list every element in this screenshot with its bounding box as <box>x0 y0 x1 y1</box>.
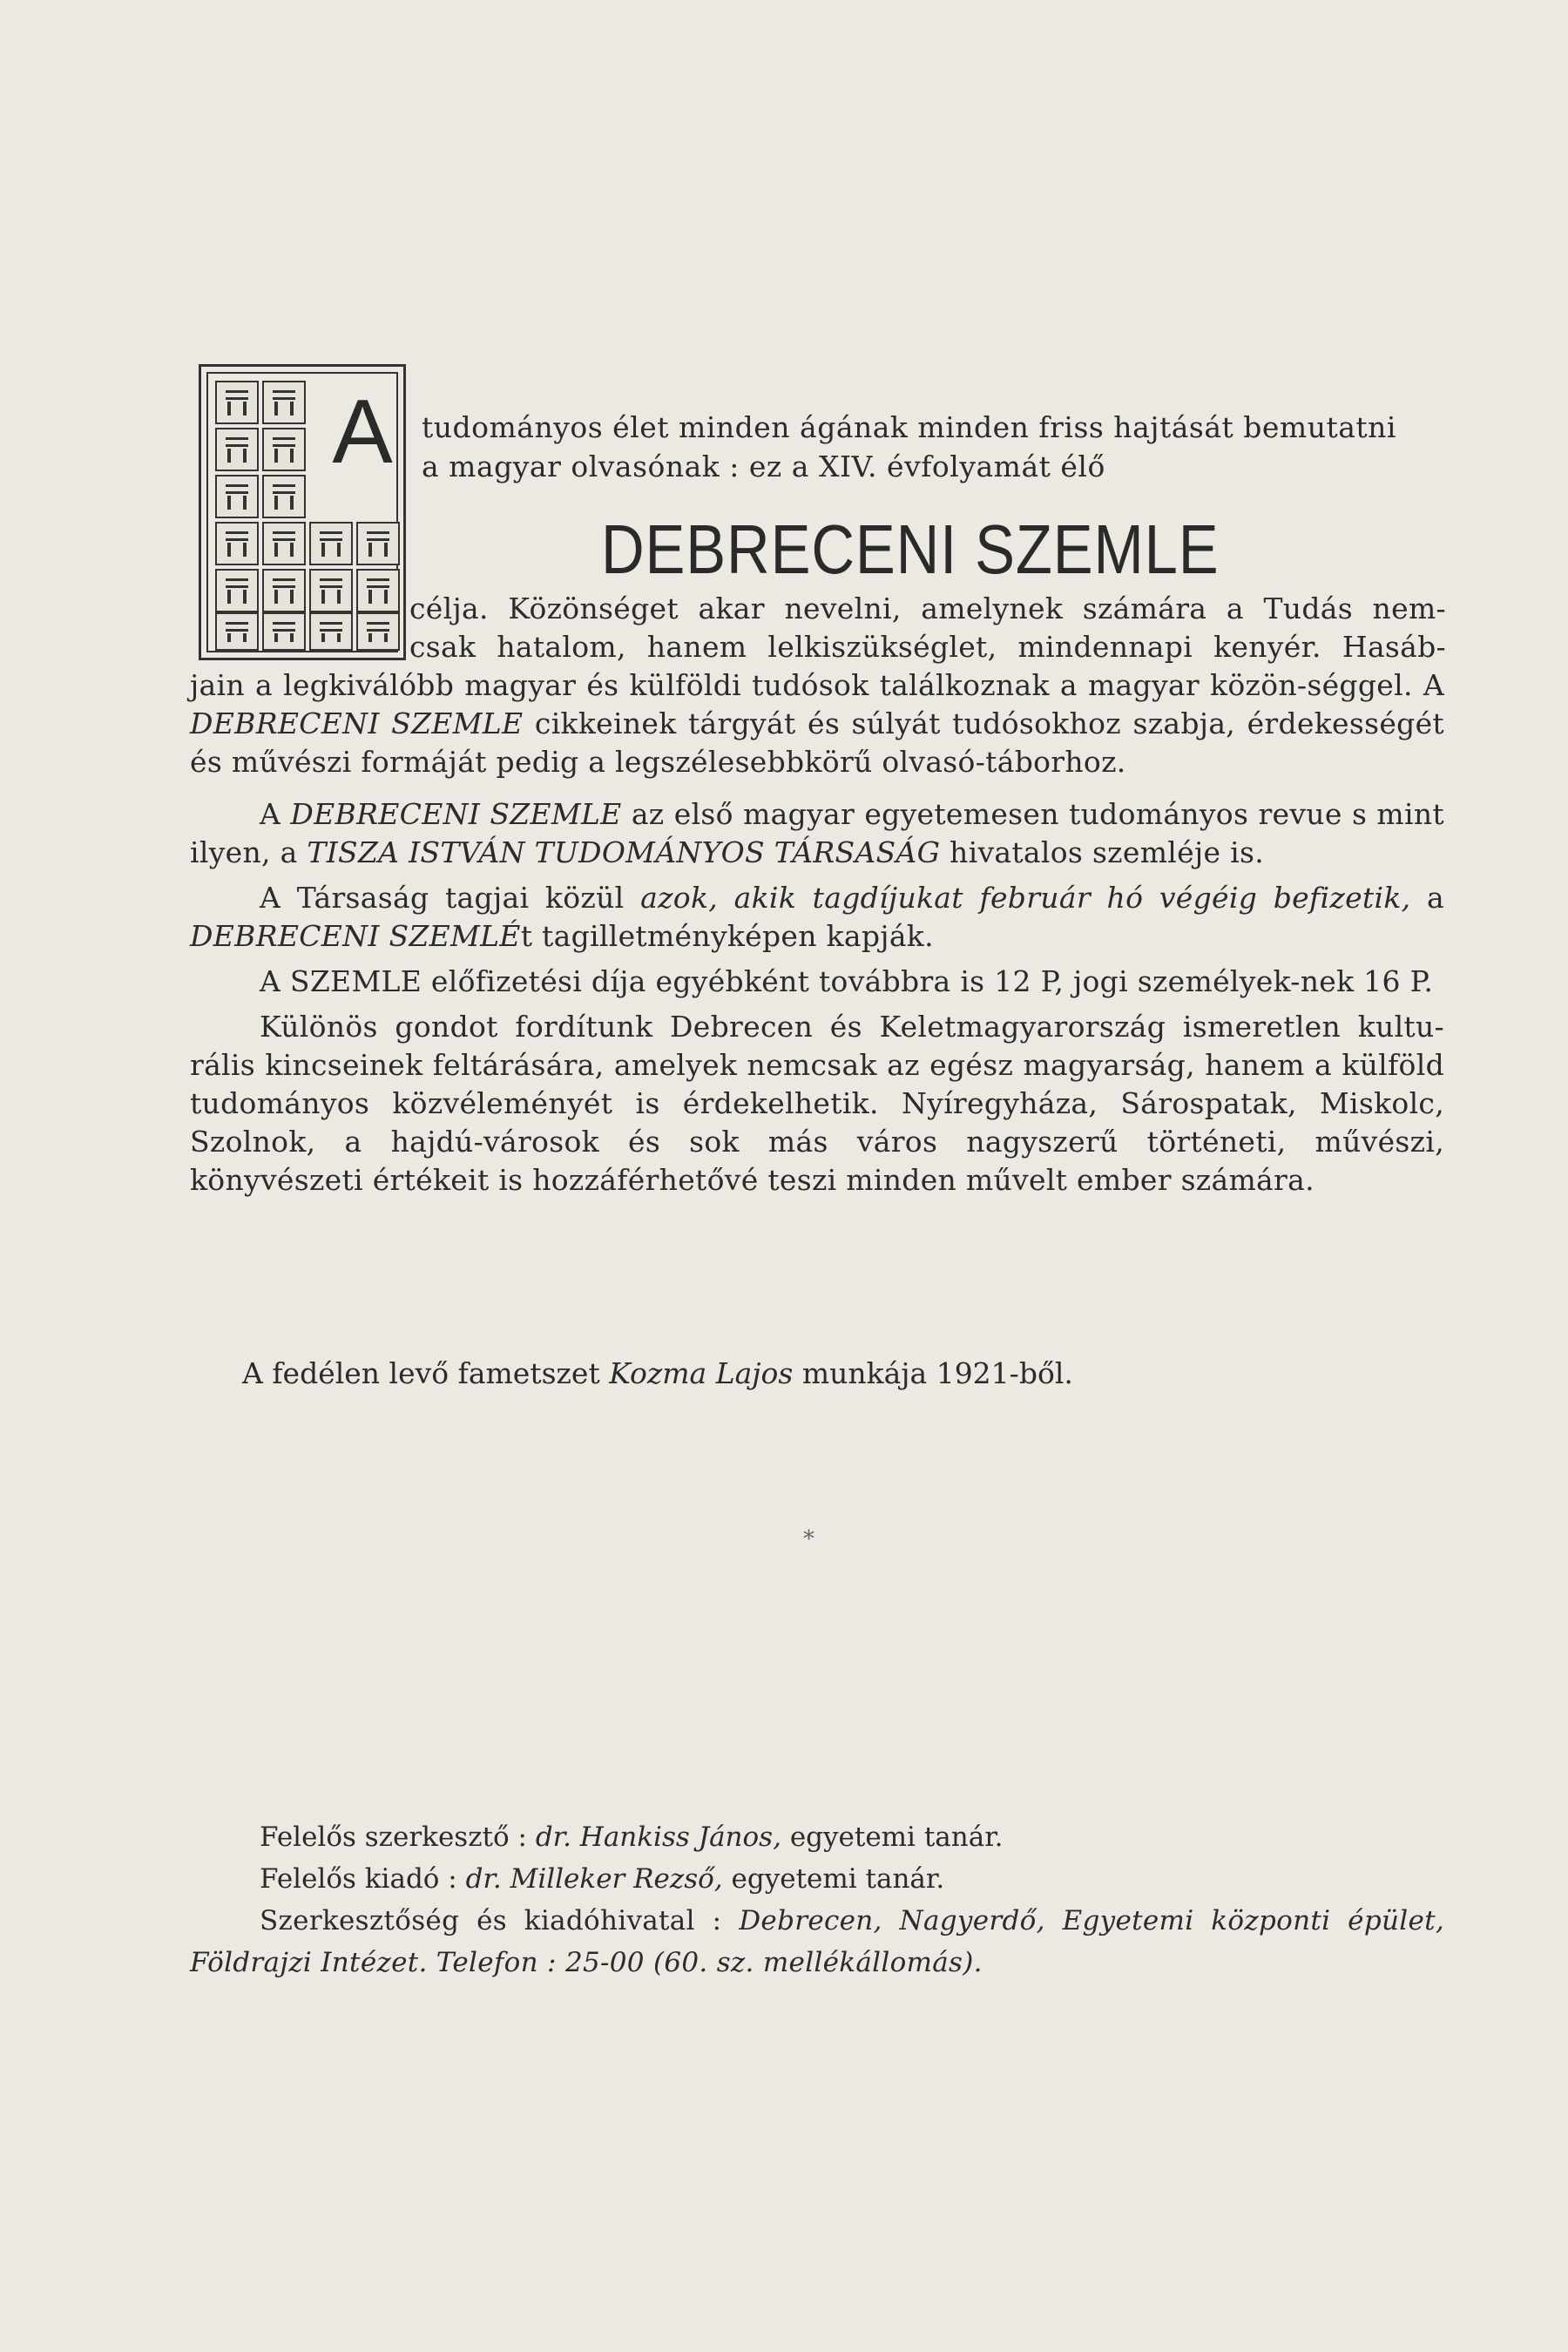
wrapped-lines <box>409 590 1446 666</box>
initial-letter: A <box>332 382 393 483</box>
ornament-icon <box>262 522 306 565</box>
paragraph-3 <box>190 879 1444 956</box>
credit-text-a: A fedélen levő fametszet <box>242 1356 600 1390</box>
editor-label: Felelős szerkesztő : <box>260 1821 527 1853</box>
society-name-italic: TISZA ISTVÁN TUDOMÁNYOS TÁRSASÁG <box>307 835 941 869</box>
imprint <box>190 1816 1444 1984</box>
journal-name-italic: DEBRECENI SZEMLÉ <box>190 919 521 953</box>
paragraph-5: Különös gondot fordítunk Debrecen és Keletmagyarország ismeretlen kultu-rális kincseinek feltárására, amelyek nemcsak az egész magyarság, hanem a külföld tudományos közvéleményét is érdekelhetik. Nyíregyháza, Sárospatak, Miskolc, Szolnok, a hajdú-városok és sok más város nagyszerű történeti, művészi, könyvészeti értékeit is hozzáférhetővé teszi minden művelt ember számára. <box>190 1010 1444 1197</box>
ornament-icon <box>215 612 259 651</box>
ornament-icon <box>215 569 259 612</box>
para2-text-b: az első magyar egyetemesen tudományos revue s mint ilyen, a <box>190 797 1444 869</box>
paragraph-4: A SZEMLE előfizetési díja egyébként továbbra is 12 P, jogi személyek-nek 16 P. <box>260 964 1434 998</box>
ornament-icon <box>356 569 400 612</box>
para3-text-b: a <box>1427 881 1445 915</box>
para2-text-c: hivatalos szemléje is. <box>950 835 1264 869</box>
editor-name: dr. Hankiss János, <box>535 1821 781 1853</box>
ornament-icon <box>262 475 306 518</box>
para2-text-a: A <box>260 797 281 831</box>
journal-name-italic: DEBRECENI SZEMLE <box>190 706 524 740</box>
office-line <box>190 1900 1444 1984</box>
para1-wrapped-line-1: célja. Közönséget akar nevelni, amelynek számára a Tudás nem- <box>409 591 1446 625</box>
separator-asterisk: * <box>803 1526 814 1552</box>
paragraph-2 <box>190 795 1444 872</box>
ornament-icon <box>215 381 259 424</box>
body-text <box>190 666 1444 1200</box>
ornament-icon <box>356 522 400 565</box>
para3-text-c: t tagilletményképen kapják. <box>520 919 934 953</box>
editor-line <box>190 1816 1444 1858</box>
decorative-initial <box>199 364 406 660</box>
ornament-icon <box>215 428 259 471</box>
journal-name-italic: DEBRECENI SZEMLE <box>290 797 622 831</box>
ornament-icon <box>309 569 353 612</box>
publisher-name: dr. Milleker Rezső, <box>465 1863 723 1895</box>
cover-credit <box>242 1356 1073 1390</box>
para1-text-a: jain a legkiválóbb magyar és külföldi tudósok találkoznak a magyar közön-séggel. A <box>190 668 1444 702</box>
ornament-icon <box>262 612 306 651</box>
publisher-role: egyetemi tanár. <box>731 1863 945 1895</box>
para1-wrapped-line-2: csak hatalom, hanem lelkiszükséglet, mindennapi kenyér. Hasáb- <box>409 630 1446 664</box>
intro-line-2: a magyar olvasónak : ez a XIV. évfolyamát élő <box>422 449 1105 483</box>
office-label: Szerkesztőség és kiadóhivatal : <box>260 1905 722 1936</box>
paragraph-1 <box>190 666 1444 781</box>
editor-role: egyetemi tanár. <box>789 1821 1004 1853</box>
ornament-icon <box>262 428 306 471</box>
journal-title: DEBRECENI SZEMLE <box>601 510 1220 588</box>
para3-italic: azok, akik tagdíjukat február hó végéig befizetik, <box>640 881 1411 915</box>
ornament-icon <box>356 612 400 651</box>
ornament-icon <box>309 522 353 565</box>
publisher-line <box>190 1858 1444 1900</box>
ornament-icon <box>262 381 306 424</box>
ornament-icon <box>215 522 259 565</box>
ornament-icon <box>215 475 259 518</box>
intro-line-1: tudományos élet minden ágának minden friss hajtását bemutatni <box>422 410 1396 444</box>
artist-name: Kozma Lajos <box>609 1356 794 1390</box>
credit-text-b: munkája 1921-ből. <box>801 1356 1073 1390</box>
office-address: Debrecen, Nagyerdő, Egyetemi központi épület, Földrajzi Intézet. Telefon : 25-00 (60. sz. mellékállomás). <box>190 1905 1444 1978</box>
publisher-label: Felelős kiadó : <box>260 1863 457 1895</box>
ornament-icon <box>309 612 353 651</box>
para3-text-a: A Társaság tagjai közül <box>260 881 625 915</box>
ornament-icon <box>262 569 306 612</box>
para1-text-b: cikkeinek tárgyát és súlyát tudósokhoz szabja, érdekességét és művészi formáját pedig a legszélesebbkörű olvasó-táborhoz. <box>190 706 1444 779</box>
